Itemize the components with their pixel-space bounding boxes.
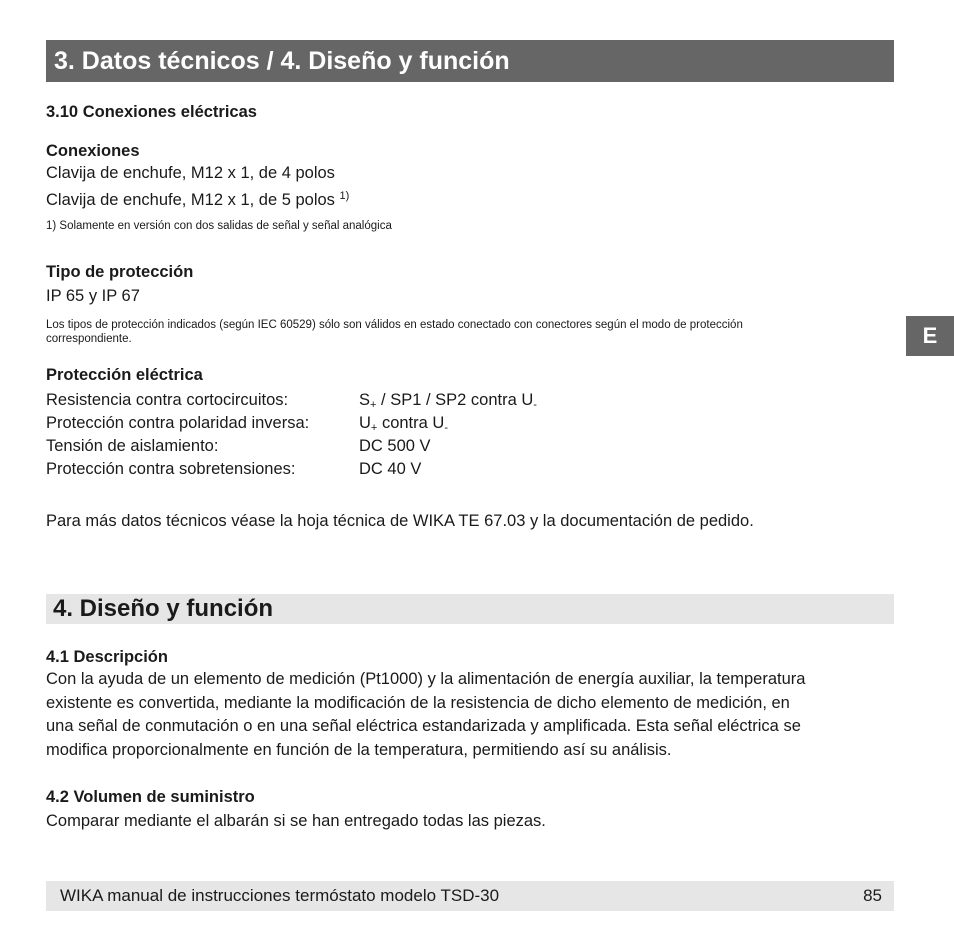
body-line: existente es convertida, mediante la modificación de la resistencia de dicho elemento de medición, en (46, 693, 790, 712)
protection-label: Protección contra sobretensiones: (46, 460, 296, 478)
value-sub: + (370, 399, 377, 411)
body-line: modifica proporcionalmente en función de la temperatura, permitiendo así su análisis. (46, 740, 672, 759)
electrical-protection-row (0, 389, 700, 412)
section-4-title: 4. Diseño y función (46, 594, 894, 624)
electrical-protection-row (0, 458, 700, 481)
value-part: / SP1 / SP2 contra U (376, 391, 534, 409)
connections-heading: Conexiones (46, 142, 140, 160)
protection-label: Protección contra polaridad inversa: (46, 414, 310, 432)
value-part: contra U (377, 414, 445, 432)
protection-type-value: IP 65 y IP 67 (46, 287, 140, 305)
more-info-text: Para más datos técnicos véase la hoja técnica de WIKA TE 67.03 y la documentación de pedido. (46, 512, 754, 530)
protection-label: Tensión de aislamiento: (46, 437, 219, 455)
electrical-protection-heading: Protección eléctrica (46, 366, 203, 384)
section-4-1-body (46, 668, 896, 762)
electrical-protection-row (0, 435, 700, 458)
language-tab: E (906, 316, 954, 356)
protection-value: DC 500 V (359, 437, 431, 455)
protection-type-note-1: Los tipos de protección indicados (según IEC 60529) sólo son válidos en estado conectado con conectores según el modo de protección (46, 319, 743, 331)
value-sub: + (370, 422, 378, 434)
section-4-1-heading: 4.1 Descripción (46, 648, 168, 666)
value-sub: - (444, 422, 448, 434)
connections-footnote: 1) Solamente en versión con dos salidas de señal y señal analógica (46, 220, 392, 232)
footer-title: WIKA manual de instrucciones termóstato modelo TSD-30 (60, 886, 500, 905)
body-line: Con la ayuda de un elemento de medición (Pt1000) y la alimentación de energía auxiliar, la temperatura (46, 670, 806, 688)
page-footer (46, 881, 894, 911)
body-line: una señal de conmutación o en una señal eléctrica estandarizada y amplificada. Esta señal eléctrica se (46, 717, 801, 735)
connections-line-1: Clavija de enchufe, M12 x 1, de 4 polos (46, 164, 335, 182)
value-part: S (359, 391, 371, 409)
protection-type-heading: Tipo de protección (46, 263, 194, 281)
section-4-2-heading: 4.2 Volumen de suministro (46, 788, 255, 806)
section-3-10-heading: 3.10 Conexiones eléctricas (46, 103, 257, 121)
page-header-title: 3. Datos técnicos / 4. Diseño y función (46, 40, 894, 82)
electrical-protection-row (0, 412, 700, 435)
footnote-marker: 1) (339, 190, 350, 202)
protection-type-note-2: correspondiente. (46, 333, 132, 345)
protection-label: Resistencia contra cortocircuitos: (46, 391, 289, 409)
value-sub: - (533, 399, 537, 411)
connections-line-2-text: Clavija de enchufe, M12 x 1, de 5 polos (46, 191, 335, 209)
page-number: 85 (863, 886, 882, 905)
protection-value: DC 40 V (359, 460, 422, 478)
value-part: U (359, 414, 371, 432)
section-4-2-body: Comparar mediante el albarán si se han entregado todas las piezas. (46, 812, 546, 830)
connections-line-2 (46, 185, 349, 212)
